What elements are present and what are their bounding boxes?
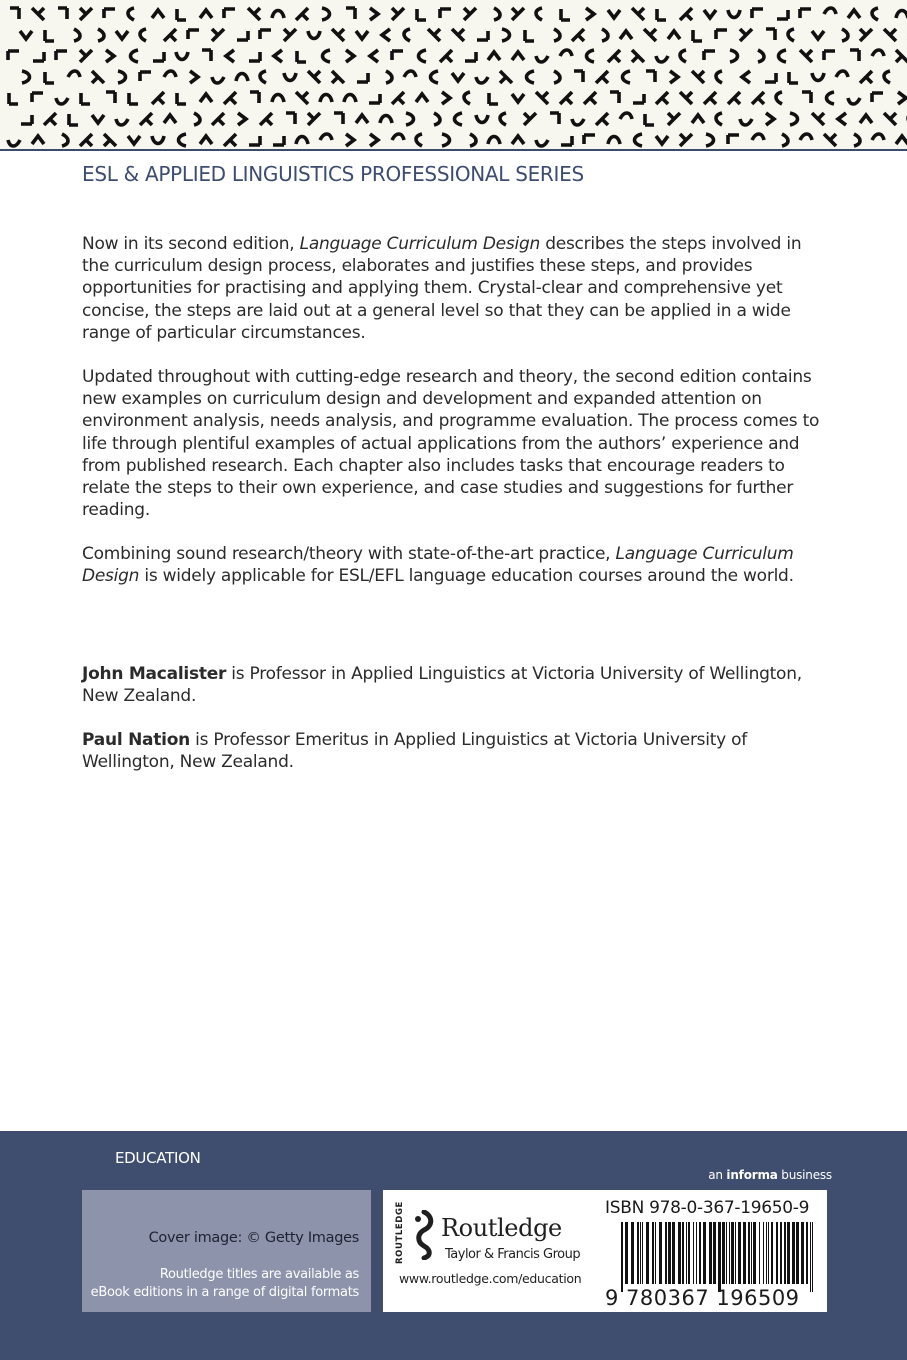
blurb-paragraph-1 xyxy=(82,233,832,344)
series-title: ESL & APPLIED LINGUISTICS PROFESSIONAL SERIES xyxy=(82,162,584,186)
barcode-number: 9 780367 196509 xyxy=(605,1286,800,1310)
blurb-paragraph-3-text xyxy=(82,543,832,587)
isbn-number: ISBN 978-0-367-19650-9 xyxy=(605,1198,810,1218)
author-bio-text: is Professor in Applied Linguistics at Victoria University of Wellington, New Zealand. xyxy=(82,664,802,707)
blurb-text-segment: Combining sound research/theory with state-of-the-art practice, xyxy=(82,544,616,564)
informa-tagline xyxy=(708,1168,832,1182)
subject-category: EDUCATION xyxy=(115,1149,201,1167)
informa-brand: informa xyxy=(726,1168,778,1182)
author-bio-text: is Professor Emeritus in Applied Linguistics at Victoria University of Wellington, New Zealand. xyxy=(82,730,748,773)
publisher-url: www.routledge.com/education xyxy=(399,1271,582,1286)
pattern-divider xyxy=(0,149,907,151)
blurb-text-segment: is widely applicable for ESL/EFL language education courses around the world. xyxy=(139,566,794,587)
blurb-paragraph-1-text xyxy=(82,233,832,344)
informa-prefix: an xyxy=(708,1168,727,1182)
author-name: John Macalister xyxy=(82,664,227,684)
book-title-italic: Language Curriculum Design xyxy=(82,544,794,587)
blurb-paragraph-3 xyxy=(82,543,832,587)
cover-credit-box xyxy=(82,1190,371,1312)
publisher-box xyxy=(383,1190,827,1312)
cover-credit: Cover image: © Getty Images xyxy=(148,1230,359,1246)
cover-pattern xyxy=(0,0,907,150)
author-name: Paul Nation xyxy=(82,730,191,750)
blurb-paragraph-2 xyxy=(82,366,832,521)
informa-suffix: business xyxy=(777,1168,832,1182)
ebook-notice-line-1: Routledge titles are available as xyxy=(159,1267,359,1282)
ebook-notice-line-2: eBook editions in a range of digital formats xyxy=(90,1285,359,1300)
author-bio-nation xyxy=(82,729,832,773)
blurb-text-segment: Now in its second edition, xyxy=(82,234,300,254)
blurb-paragraph-2-text: Updated throughout with cutting-edge research and theory, the second edition contains new examples on curriculum design and development and expanded attention on environment analysis, needs analysis, and programme evaluation. The process comes to life through plentiful examples of actual applications from the authors’ experience and from published research. Each chapter also includes tasks that encourage readers to relate the steps to their own experience, and case studies and suggestions for further reading. xyxy=(82,367,820,521)
publisher-name: Routledge xyxy=(441,1214,562,1242)
barcode-icon xyxy=(621,1222,815,1292)
author-bio-macalister xyxy=(82,663,832,707)
blurb-text-segment: describes the steps involved in the curriculum design process, elaborates and justifies these steps, and provides opportunities for practising and applying them. Crystal-clear and comprehensive yet concise, the steps are laid out at a general level so that they can be applied in a wide range of particular circumstances. xyxy=(82,234,802,343)
publisher-vertical-wordmark: ROUTLEDGE xyxy=(395,1201,405,1264)
publisher-group: Taylor & Francis Group xyxy=(445,1247,581,1262)
ebook-notice xyxy=(79,1266,359,1302)
book-title-italic: Language Curriculum Design xyxy=(299,234,541,254)
routledge-logo-icon xyxy=(411,1210,437,1260)
